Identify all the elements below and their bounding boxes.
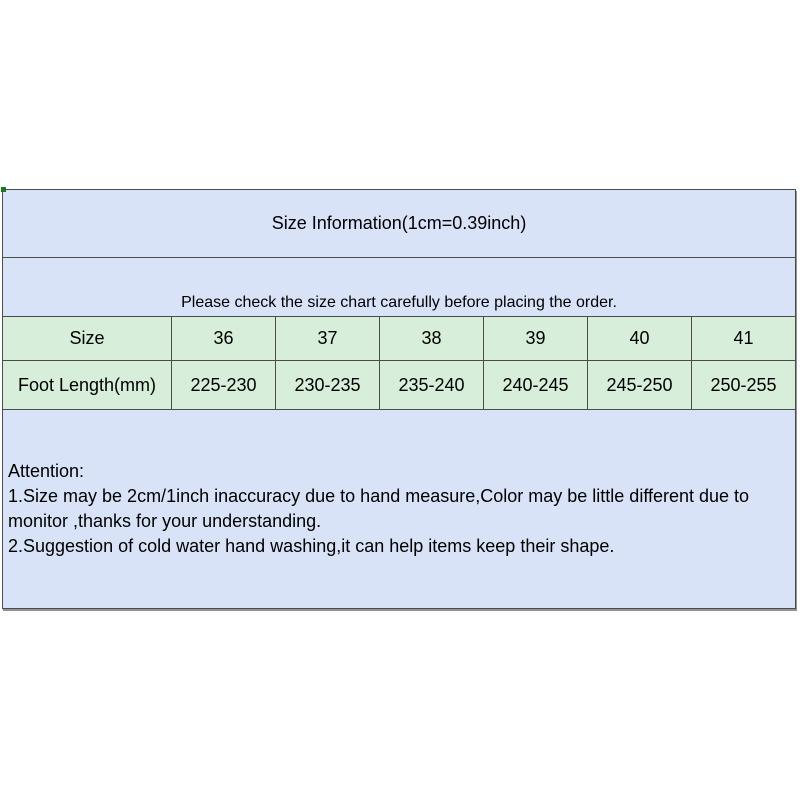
size-header-row xyxy=(3,316,795,360)
attention-heading: Attention: xyxy=(8,461,85,481)
size-cell-39: 39 xyxy=(483,317,587,360)
foot-cell-36: 225-230 xyxy=(171,361,275,409)
attention-item-1: 1.Size may be 2cm/1inch inaccuracy due to hand measure,Color may be little different due to monitor ,thanks for your understanding. xyxy=(8,486,750,531)
foot-row-header: Foot Length(mm) xyxy=(17,374,157,395)
foot-cell-38: 235-240 xyxy=(379,361,483,409)
size-cell-41: 41 xyxy=(691,317,795,360)
size-cell-37: 37 xyxy=(275,317,379,360)
notice-text: Please check the size chart carefully before placing the order. xyxy=(181,294,617,311)
attention-section xyxy=(3,409,795,608)
size-cell-36: 36 xyxy=(171,317,275,360)
attention-item-2: 2.Suggestion of cold water hand washing,it can help items keep their shape. xyxy=(8,536,615,556)
size-cell-40: 40 xyxy=(587,317,691,360)
foot-length-row xyxy=(3,360,795,409)
foot-cell-41: 250-255 xyxy=(691,361,795,409)
size-chart-table xyxy=(2,189,796,609)
foot-cell-40: 245-250 xyxy=(587,361,691,409)
foot-cell-39: 240-245 xyxy=(483,361,587,409)
notice-row xyxy=(3,257,795,316)
table-title-row xyxy=(3,190,795,257)
corner-mark xyxy=(1,187,6,192)
table-title: Size Information(1cm=0.39inch) xyxy=(271,213,527,233)
size-cell-38: 38 xyxy=(379,317,483,360)
foot-cell-37: 230-235 xyxy=(275,361,379,409)
size-row-header: Size xyxy=(69,328,105,348)
